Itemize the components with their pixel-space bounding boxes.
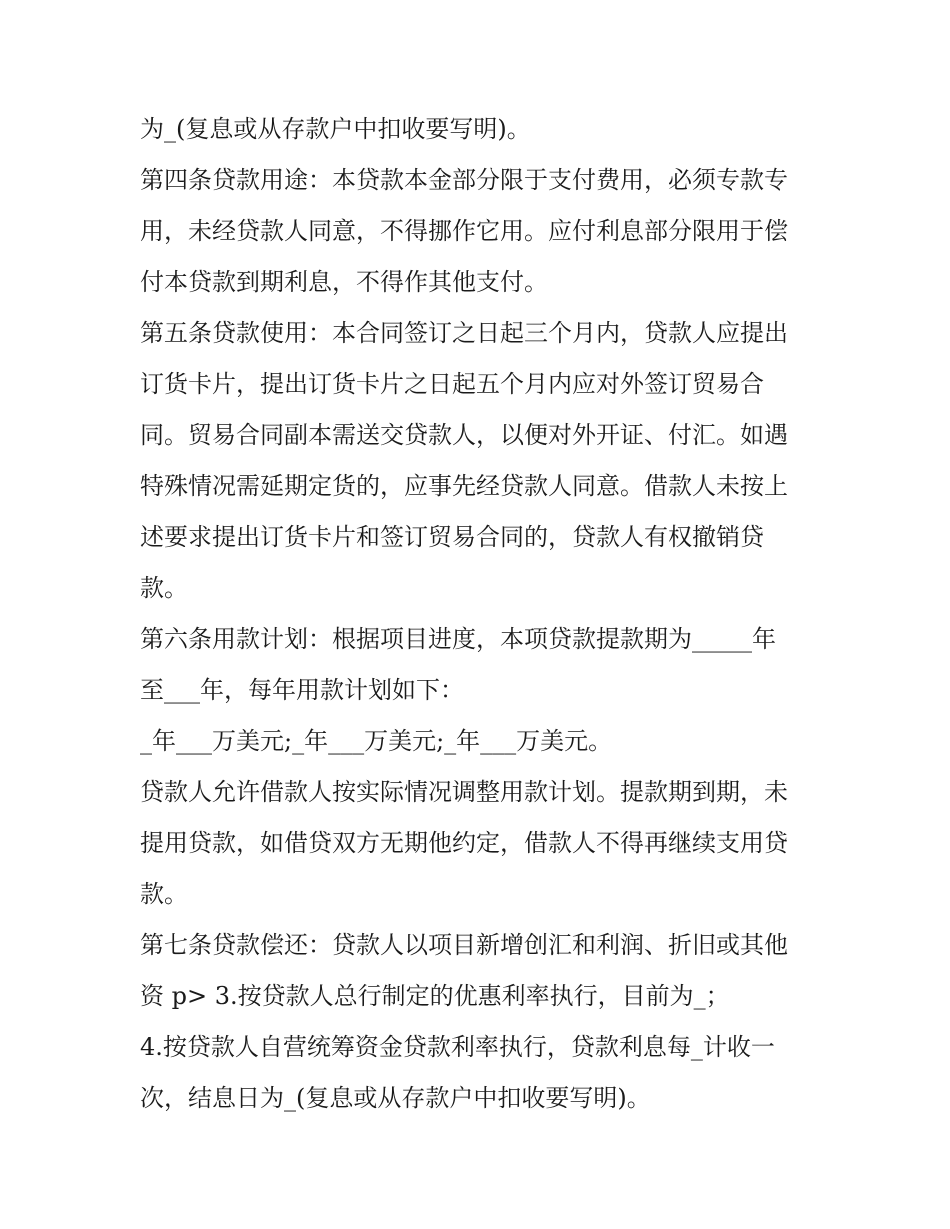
text-line: 同。贸易合同副本需送交贷款人，以便对外开证、付汇。如遇 xyxy=(140,421,788,449)
text-line: 用，未经贷款人同意，不得挪作它用。应付利息部分限用于偿 xyxy=(140,217,788,245)
text-line: 提用贷款，如借贷双方无期他约定，借款人不得再继续支用贷 xyxy=(140,829,788,857)
paragraph-item-4-interest-rate xyxy=(140,1022,814,1124)
text-line: 款。 xyxy=(140,574,188,602)
text-line: 述要求提出订货卡片和签订贸易合同的，贷款人有权撤销贷 xyxy=(140,523,764,551)
paragraph-article-7-repayment xyxy=(140,920,814,1022)
text-line: 付本贷款到期利息，不得作其他支付。 xyxy=(140,268,548,296)
text-line: 贷款人允许借款人按实际情况调整用款计划。提款期到期，未 xyxy=(140,778,788,806)
text-line: _年___万美元;_年___万美元;_年___万美元。 xyxy=(140,727,613,755)
text-line: 至___年，每年用款计划如下： xyxy=(140,676,464,704)
paragraph-article-6-drawdown-plan xyxy=(140,614,814,716)
text-line: 第五条贷款使用：本合同签订之日起三个月内，贷款人应提出 xyxy=(140,319,788,347)
paragraph-interest-method xyxy=(140,104,814,155)
text-line: 第六条用款计划：根据项目进度，本项贷款提款期为_____年 xyxy=(140,625,776,653)
paragraph-article-5-loan-use xyxy=(140,308,814,614)
text-line: 第四条贷款用途：本贷款本金部分限于支付费用，必须专款专 xyxy=(140,166,788,194)
text-line: 特殊情况需延期定货的，应事先经贷款人同意。借款人未按上 xyxy=(140,472,788,500)
document-body xyxy=(140,104,814,1124)
text-line: 第七条贷款偿还：贷款人以项目新增创汇和利润、折旧或其他 xyxy=(140,931,788,959)
text-line: 4.按贷款人自营统筹资金贷款利率执行，贷款利息每_计收一 xyxy=(140,1033,775,1061)
text-line: 款。 xyxy=(140,880,188,908)
text-line: 订货卡片，提出订货卡片之日起五个月内应对外签订贸易合 xyxy=(140,370,764,398)
text-line: 资 p> 3.按贷款人总行制定的优惠利率执行，目前为_； xyxy=(140,982,730,1010)
text-line: 次，结息日为_(复息或从存款户中扣收要写明)。 xyxy=(140,1084,651,1112)
text-line: 为_(复息或从存款户中扣收要写明)。 xyxy=(140,115,531,143)
paragraph-annual-amounts xyxy=(140,716,814,767)
paragraph-article-4-loan-purpose xyxy=(140,155,814,308)
paragraph-plan-adjustment xyxy=(140,767,814,920)
